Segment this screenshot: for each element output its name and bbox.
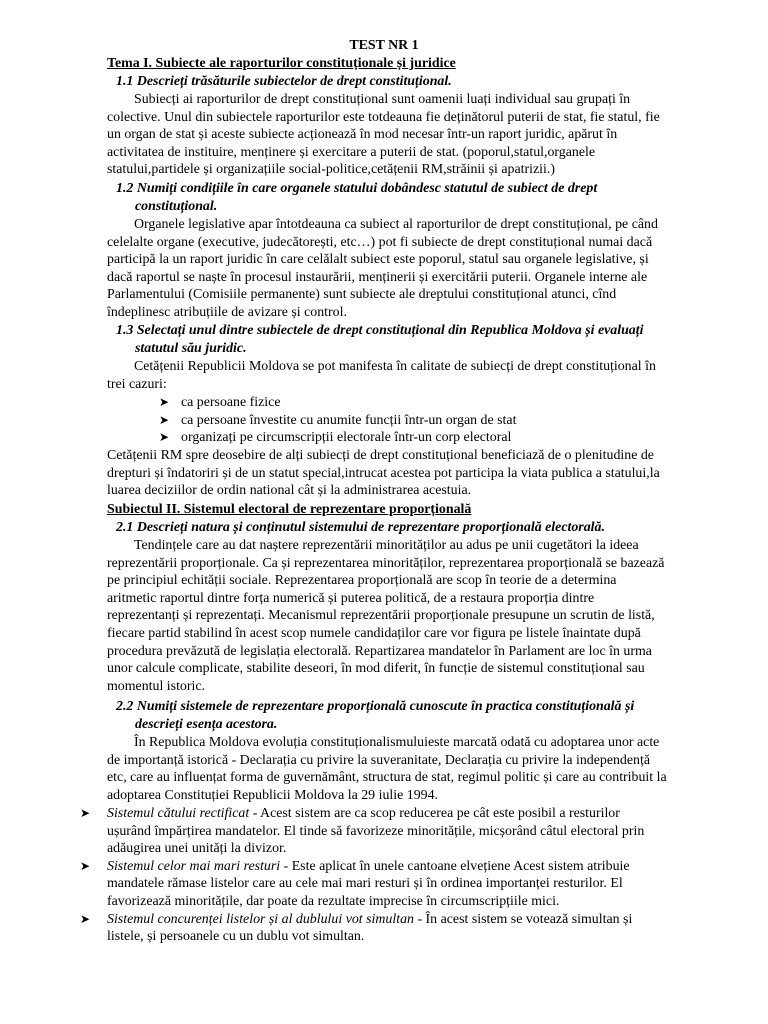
section-2-heading: Subiectul II. Sistemul electoral de reprezentare proporțională [107, 502, 472, 517]
question-2-2-cont: descrieți esența acestora. [135, 717, 278, 732]
text-line: momentul istoric. [107, 678, 205, 694]
text-line: Cetățenii RM spre deosebire de alți subiecți de drept constituțional beneficiază de o plenitudine de [107, 448, 654, 463]
system-name: Sistemul cătului rectificat [107, 806, 250, 821]
text-line: pe principiul echității sociale. Reprezentarea proporțională are scop în teorie de a determina [107, 573, 617, 589]
question-1-2: 1.2 Numiți condițiile în care organele statului dobândesc statutul de subiect de drept [116, 181, 598, 196]
question-1-1: 1.1 Descrieți trăsăturile subiectelor de drept constituțional. [116, 74, 452, 89]
question-1-3: 1.3 Selectați unul dintre subiectele de drept constituțional din Republica Moldova și evaluați [116, 323, 644, 338]
text-line: Cetățenii Republicii Moldova se pot manifesta în calitate de subiecți de drept constituțional în [134, 359, 656, 374]
text-line: unor calcule complicate, stabilite deseori, în mod diferit, în funcție de sistemul constituțional sau [107, 661, 645, 677]
arrow-bullet-icon: ➤ [159, 430, 170, 445]
arrow-bullet-icon: ➤ [80, 911, 91, 926]
text-line: reprezentanți și reprezentați. Mecanismul reprezentării proporționale presupune un scrutin de listă, [107, 608, 655, 624]
list-item [159, 412, 516, 430]
text-line: procedura prevăzută de legislația electorală. Repartizarea mandatelor în Parlament are loc în urma [107, 643, 652, 659]
arrow-bullet-icon: ➤ [80, 858, 91, 873]
question-2-1: 2.1 Descrieți natura și conținutul sistemului de reprezentare proporțională electorală. [116, 520, 605, 535]
text-line: îndeplinesc atribuțiile de avizare și control. [107, 304, 347, 320]
text-line: listele, și persoanele cu un dublu vot simultan. [107, 929, 365, 945]
answer-1-3-after [107, 447, 690, 500]
question-1-3-cont: statutul său juridic. [135, 341, 247, 356]
text-line: Parlamentului (Comisiile permanente) sunt subiecte ale dreptului constituțional atunci, cînd [107, 287, 617, 303]
text-line: dacă raportul se naște în procesul instaurării, menținerii și exercitării puterii. Organele interne ale [107, 269, 648, 285]
text-line: luarea deciziilor de ordin national cât și la administrarea acestuia. [107, 483, 472, 499]
list-item [80, 911, 692, 946]
section-1-heading: Tema I. Subiecte ale raporturilor constituționale și juridice [107, 56, 456, 71]
system-text: - Este aplicat în unele cantoane elvețiene Acest sistem atribuie [280, 858, 630, 874]
answer-1-1 [107, 91, 690, 179]
text-line: activitatea de instituire, menținere și exercitare a puterii de stat. (poporul,statul,organele [107, 144, 596, 160]
text-line: ușurând împărțirea mandatelor. El tinde să favorizeze minoritățile, micșorând câtul electoral prin [107, 823, 645, 839]
list-item [159, 429, 516, 447]
answer-1-3 [107, 358, 690, 393]
text-line: celelalte organe (executive, judecătorești, etc…) pot fi subiecte de drept constituțional numai dacă [107, 234, 653, 250]
text-line: mandatele rămase listelor care au cele mai mari resturi și în ordinea importanței resturilor. El [107, 876, 623, 892]
text-line: colective. Unul din subiectele raporturilor este totdeauna fie deținătorul puterii de stat, fie statul, fie [107, 109, 660, 125]
list-item-text: ca persoane fizice [181, 395, 281, 410]
text-line: reprezentării proporționale. Ca și reprezentarea minorităților, reprezentarea proporțională se bazează [107, 555, 665, 571]
text-line: participă la un raport juridic în care celălalt subiect este poporul, statul sau organele legislative, și [107, 252, 649, 268]
arrow-bullet-icon: ➤ [80, 806, 91, 820]
answer-1-2 [107, 216, 690, 322]
text-line: statului,partidele și organizațiile social-politice,cetățenii RM,străinii și apatrizii.) [107, 162, 555, 178]
list-item-text: organizați pe circumscripții electorale într-un corp electoral [181, 430, 512, 446]
system-text: - În acest sistem se votează simultan și [413, 911, 633, 927]
text-line: Organele legislative apar întotdeauna ca subiect al raporturilor de drept constituțional, pe când [134, 217, 658, 232]
answer-2-1 [107, 537, 690, 695]
list-item-text: ca persoane învestite cu anumite funcții într-un organ de stat [181, 412, 517, 428]
text-line: favorizează minoritățile, dar poate da rezultate imprecise în circumscripțiile mici. [107, 893, 560, 909]
answer-2-2 [107, 734, 690, 804]
systems-list [80, 805, 692, 946]
text-line: un organ de stat și aceste subiecte acționează în mod necesar într-un raport juridic, apărut în [107, 127, 618, 143]
question-1-2-cont: constituțional. [135, 199, 218, 214]
bullet-list [159, 394, 516, 447]
text-line: Subiecți ai raporturilor de drept constituțional sunt oamenii luați individual sau grupați în [134, 92, 631, 107]
list-item [159, 394, 516, 412]
text-line: de importanță istorică - Declarația cu privire la suveranitate, Declarația cu privire la independență [107, 752, 651, 768]
text-line: aritmetic raportul dintre forța numerică și puterea politică, de a restaura proporția dintre [107, 590, 595, 606]
system-text: - Acest sistem are ca scop reducerea pe cât este posibil a resturilor [249, 806, 620, 821]
list-item [80, 858, 692, 911]
question-2-2: 2.2 Numiți sistemele de reprezentare proporțională cunoscute în practica constituțională și [116, 699, 635, 714]
document-title: TEST NR 1 [349, 38, 419, 53]
text-line: etc, care au influențat forma de guvernământ, structura de stat, regimul politic și care au contribuit la [107, 770, 667, 786]
text-line: Tendințele care au dat naștere reprezentării minorităților au adus pe unii cugetători la ideea [134, 538, 639, 553]
text-line: fiecare partid stabilind în acest scop numele candidaților care vor figura pe listele înaintate după [107, 625, 641, 641]
arrow-bullet-icon: ➤ [159, 412, 170, 427]
text-line: adăugirea unei unități la divizor. [107, 841, 287, 857]
text-line: În Republica Moldova evoluția constituționalismuluieste marcată odată cu adoptarea unor acte [134, 735, 660, 750]
text-line: drepturi și îndatoriri și de un statut special,intrucat acestea pot participa la viata publica a statului,la [107, 465, 660, 481]
system-name: Sistemul celor mai mari resturi [107, 858, 281, 874]
text-line: adoptarea Constituției Republicii Moldova la 29 iulie 1994. [107, 787, 439, 803]
system-name: Sistemul concurenței listelor și al dublului vot simultan [107, 911, 414, 927]
text-line: trei cazuri: [107, 376, 167, 392]
arrow-bullet-icon: ➤ [159, 395, 170, 409]
list-item [80, 805, 692, 858]
